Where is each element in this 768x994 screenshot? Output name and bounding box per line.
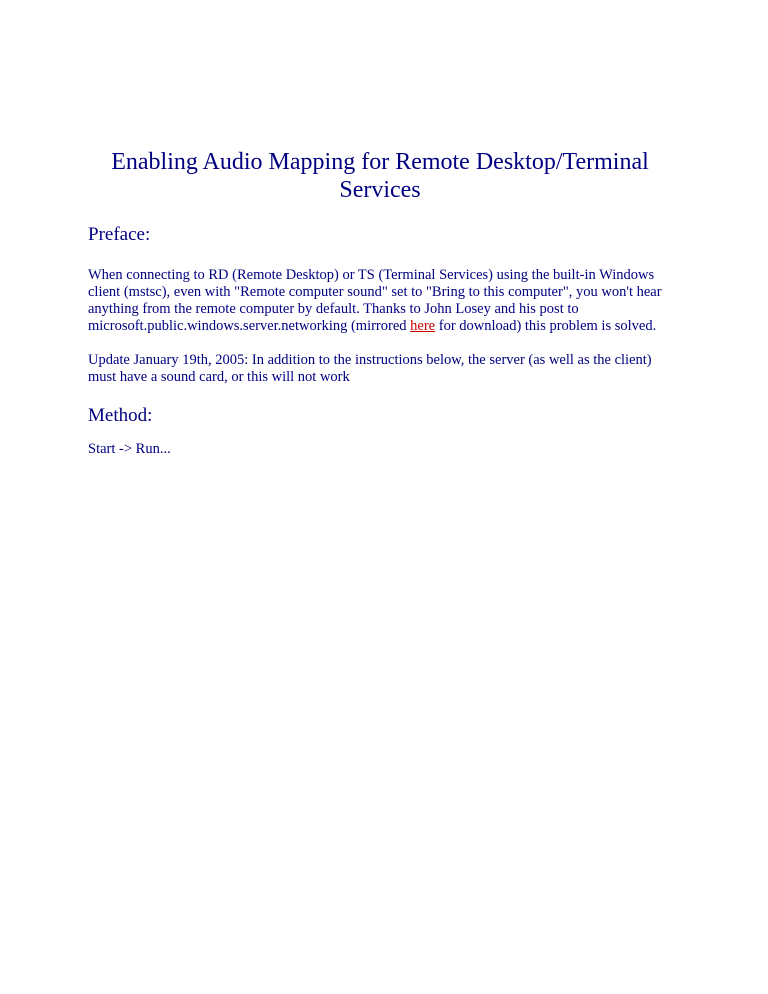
update-paragraph: Update January 19th, 2005: In addition to the instructions below, the server (as well as the client) must have a sound card, or this will not work [88, 352, 652, 385]
preface-heading: Preface: [88, 224, 151, 245]
download-link[interactable]: here [410, 318, 436, 334]
preface-paragraph [88, 267, 672, 335]
method-step: Start -> Run... [88, 441, 171, 457]
preface-text-before-link: When connecting to RD (Remote Desktop) or TS (Terminal Services) using the built-in Windows client (mstsc), even with "Remote computer sound" set to "Bring to this computer", you won't hear anything from the remote computer by default. Thanks to John Losey and his post to microsoft.public.windows.server.networking (mirrored [88, 267, 662, 334]
method-heading: Method: [88, 405, 153, 426]
page-title: Enabling Audio Mapping for Remote Desktop/Terminal Services [111, 149, 649, 203]
preface-text-after-link: for download) this problem is solved. [435, 318, 657, 334]
